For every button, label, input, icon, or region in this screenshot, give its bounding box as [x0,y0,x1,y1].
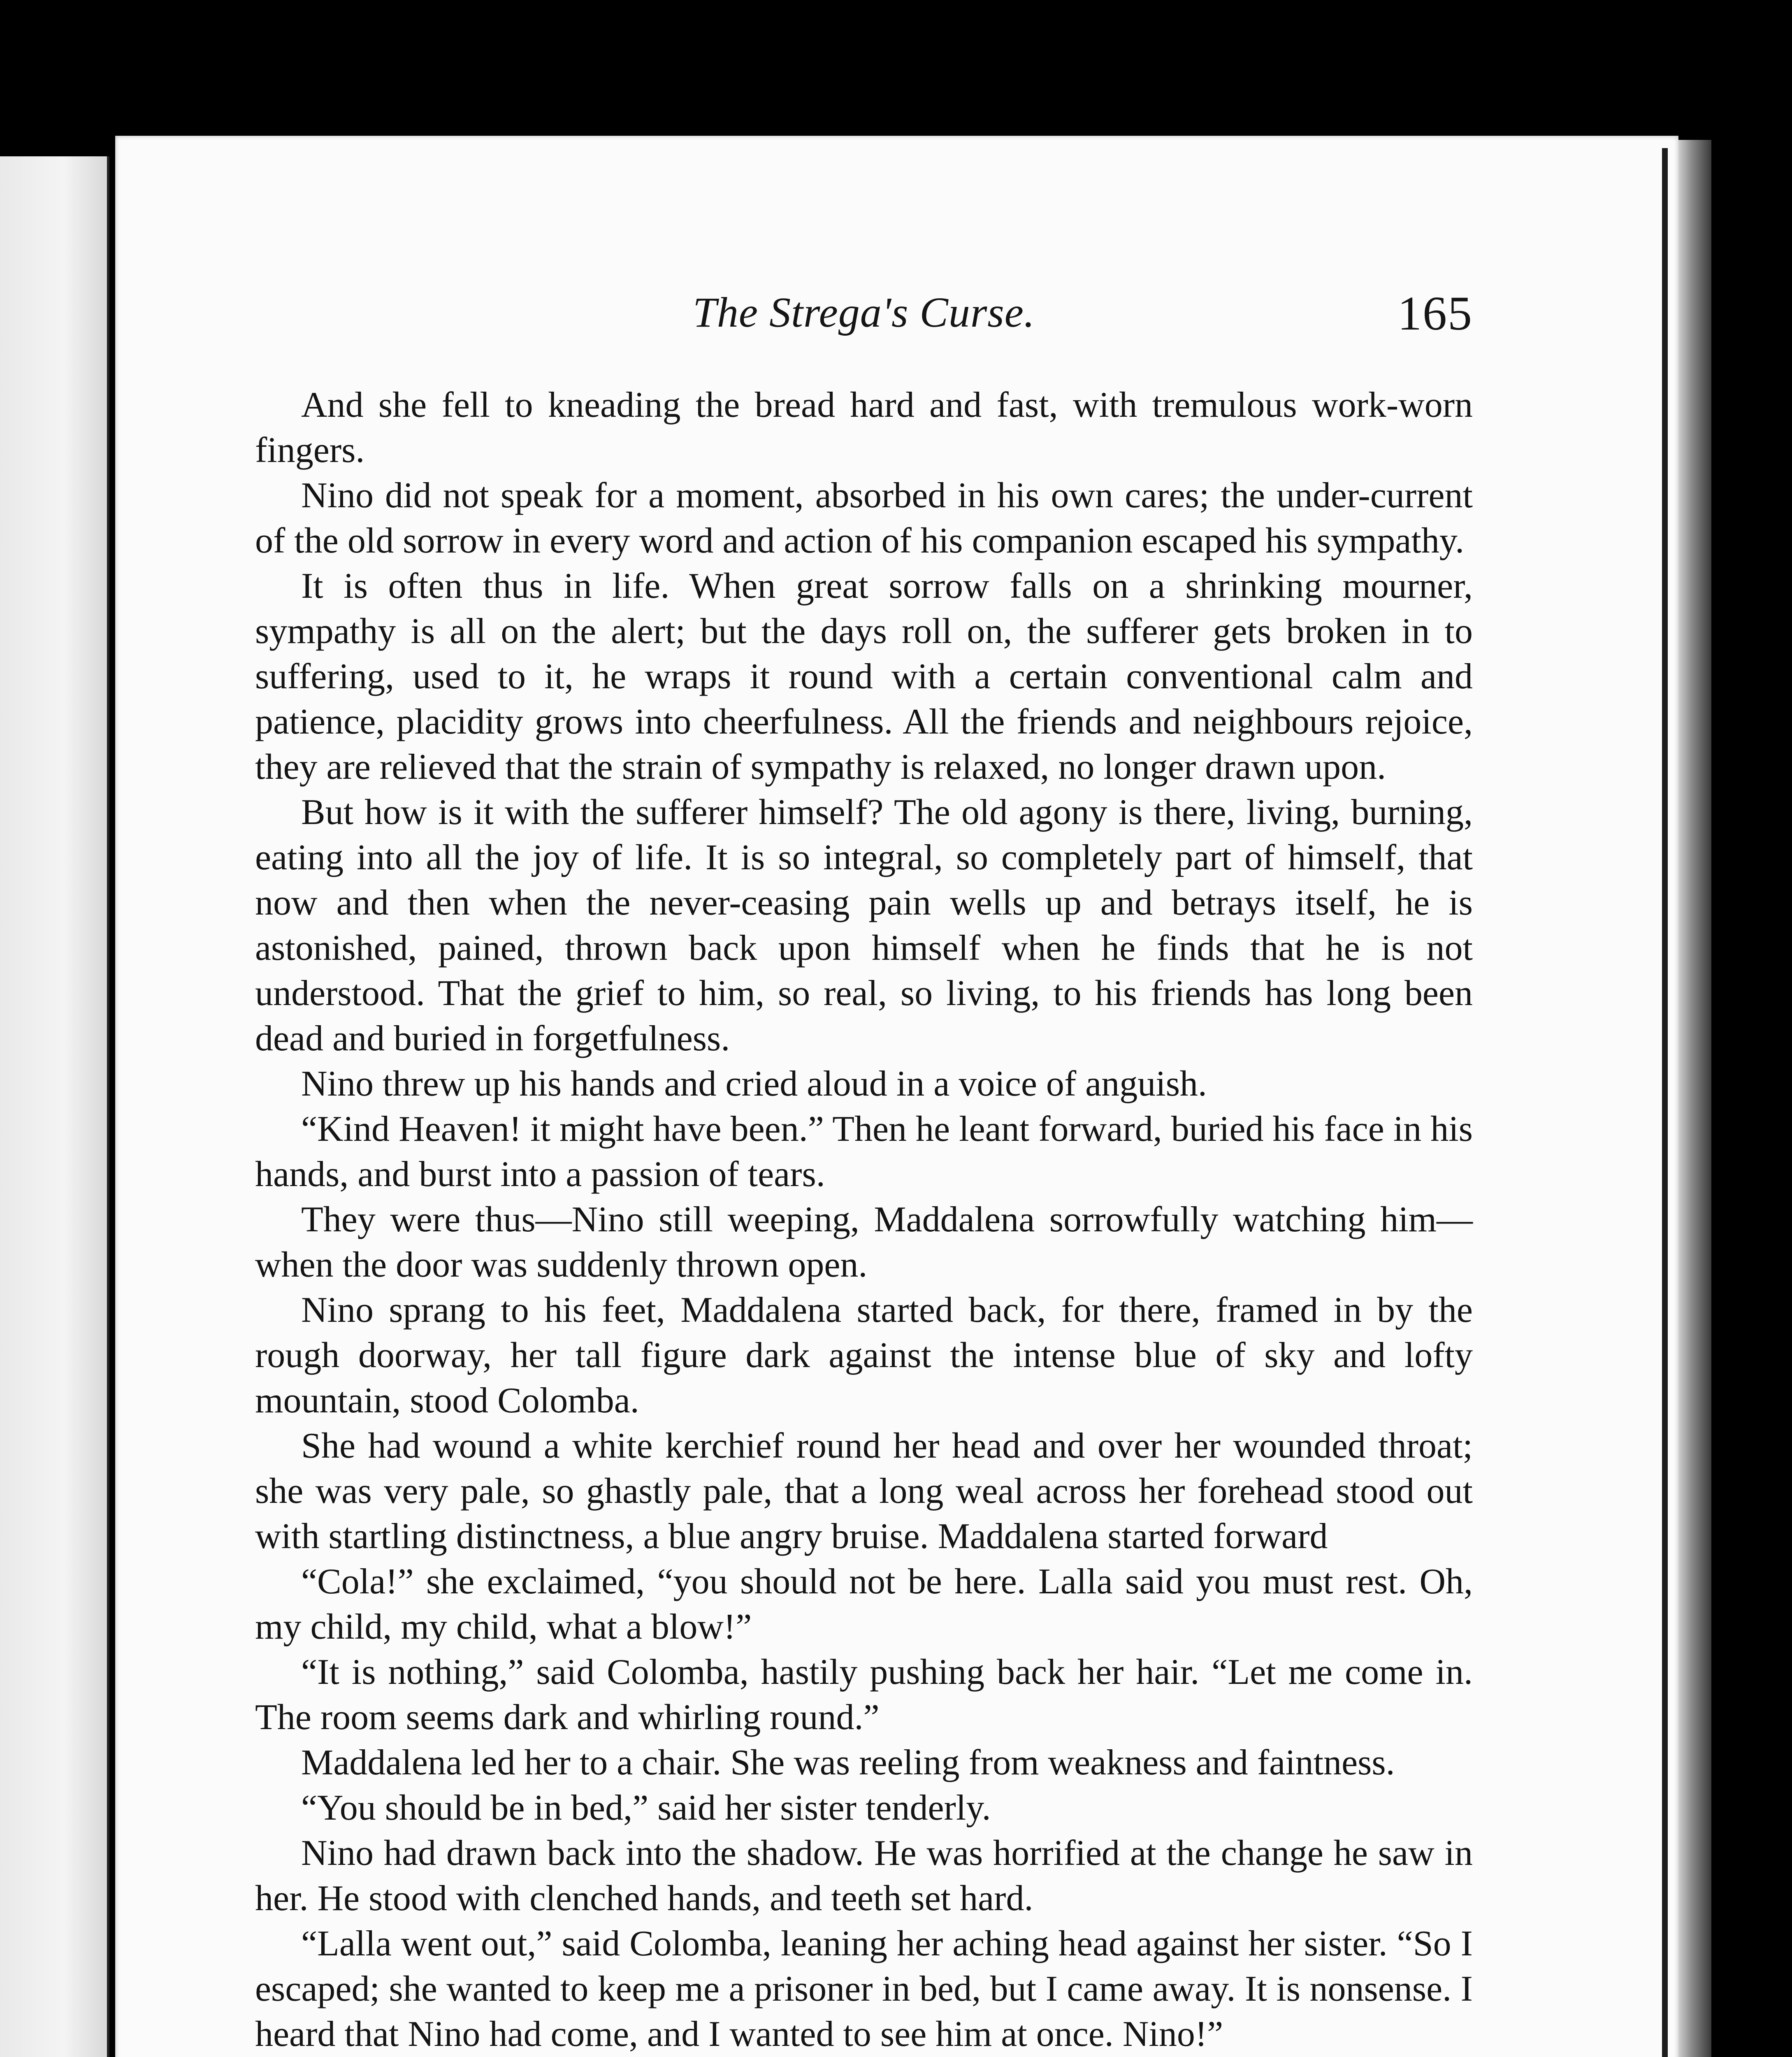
paragraph: She had wound a white kerchief round her head and over her wounded throat; she was very pale, so ghastly pale, that a long weal across her forehead stood out with startling distinctness, a blue angry bruise. Maddalena started forward [255,1426,1473,1556]
running-head [255,288,1473,358]
paragraph: “It is nothing,” said Colomba, hastily pushing back her hair. “Let me come in. The room seems dark and whirling round.” [255,1652,1473,1737]
paragraph: “Lalla went out,” said Colomba, leaning her aching head against her sister. “So I escaped; she wanted to keep me a prisoner in bed, but I came away. It is nonsense. I heard that Nino had come, and I wanted to see him at once. Nino!” [255,1924,1473,2054]
running-title: The Strega's Curse. [693,289,1035,336]
page-number: 165 [1397,286,1473,340]
paragraph: It is often thus in life. When great sorrow falls on a shrinking mourner, sympathy is all on the alert; but the days roll on, the sufferer gets broken in to suffering, used to it, he wraps it round with a certain conventional calm and patience, placidity grows into cheerfulness. All the friends and neighbours rejoice, they are relieved that the strain of sympathy is relaxed, no longer drawn upon. [255,566,1473,787]
paragraph: But how is it with the sufferer himself? The old agony is there, living, burning, eating into all the joy of life. It is so integral, so completely part of himself, that now and then when the never-ceasing pain wells up and betrays itself, he is astonished, pained, thrown back upon himself when he finds that he is not understood. That the grief to him, so real, so living, to his friends has long been dead and buried in forgetfulness. [255,792,1473,1059]
paragraph: “Cola!” she exclaimed, “you should not be here. Lalla said you must rest. Oh, my child, my child, what a blow!” [255,1562,1473,1647]
paragraph: And she fell to kneading the bread hard and fast, with tremulous work-worn fingers. [255,385,1473,470]
paragraph: Maddalena led her to a chair. She was reeling from weakness and faintness. [301,1743,1395,1783]
paragraph: They were thus—Nino still weeping, Maddalena sorrowfully watching him—when the door was suddenly thrown open. [255,1200,1473,1285]
body-text [255,383,1473,2057]
underlying-page-stack [1678,140,1711,2057]
paragraph: Nino had drawn back into the shadow. He was horrified at the change he saw in her. He stood with clenched hands, and teeth set hard. [255,1833,1473,1918]
paragraph: “You should be in bed,” said her sister tenderly. [301,1788,991,1828]
paragraph: Nino threw up his hands and cried aloud in a voice of anguish. [301,1064,1207,1104]
previous-page-edge [0,156,109,2057]
paragraph: “Kind Heaven! it might have been.” Then he leant forward, buried his face in his hands, and burst into a passion of tears. [255,1109,1473,1194]
paragraph: Nino did not speak for a moment, absorbed in his own cares; the under-current of the old sorrow in every word and action of his companion escaped his sympathy. [255,476,1473,561]
paragraph: Nino sprang to his feet, Maddalena started back, for there, framed in by the rough doorway, her tall figure dark against the intense blue of sky and lofty mountain, stood Colomba. [255,1290,1473,1421]
page-edge-shadow [1662,148,1668,2057]
